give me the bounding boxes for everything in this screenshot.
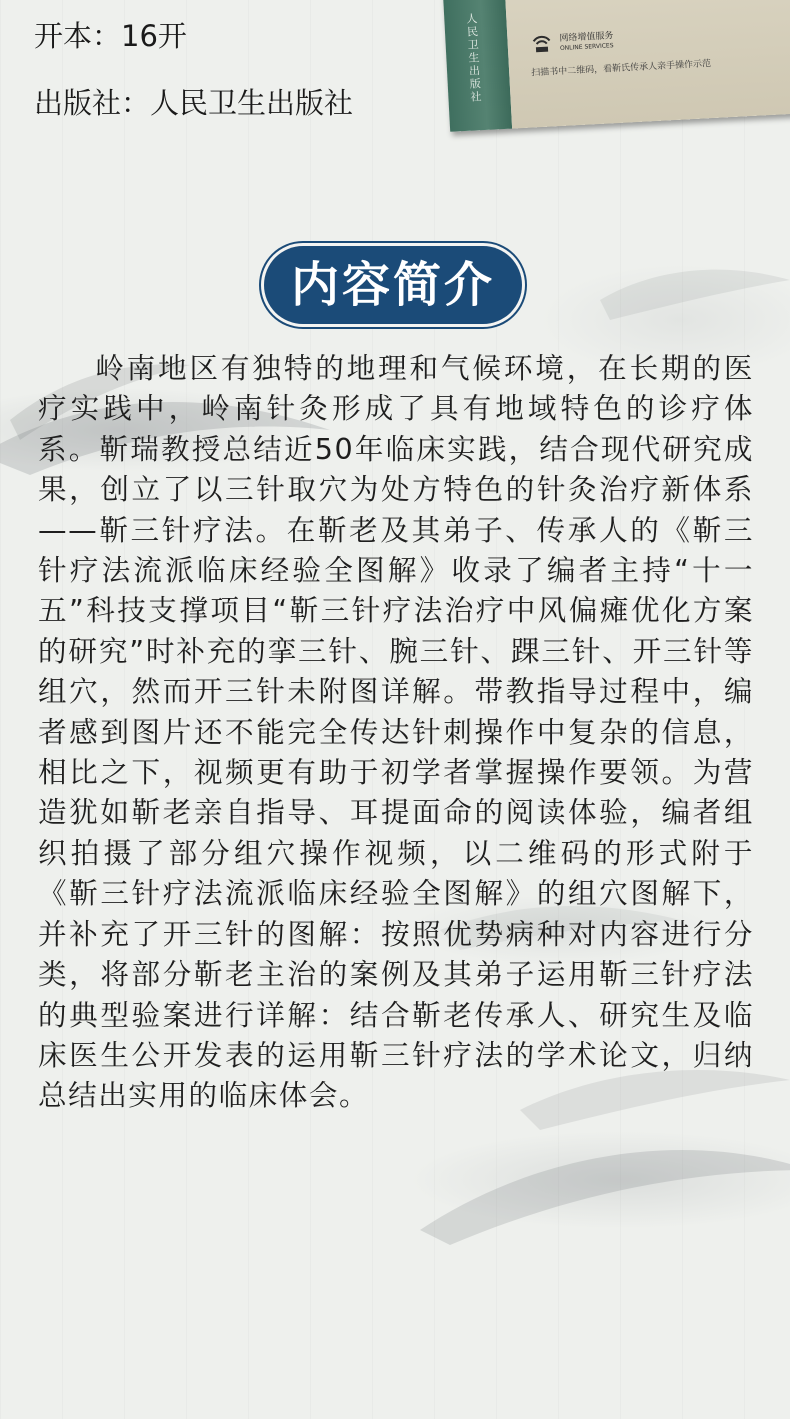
online-service-icon: [529, 32, 554, 53]
book-spine-text: 人民卫生出版社: [466, 12, 482, 104]
book-spine: [443, 0, 512, 132]
publisher-line: 出版社：人民卫生出版社: [34, 86, 354, 120]
online-service-label: [559, 31, 614, 54]
intro-paragraph: 岭南地区有独特的地理和气候环境，在长期的医疗实践中，岭南针灸形成了具有地域特色的诊疗体系。靳瑞教授总结近50年临床实践，结合现代研究成果，创立了以三针取穴为处方特色的针灸治疗新体系——靳三针疗法。在靳老及其弟子、传承人的《靳三针疗法流派临床经验全图解》收录了编者主持“十一五”科技支撑项目“靳三针疗法治疗中风偏瘫优化方案的研究”时补充的挛三针、腕三针、踝三针、开三针等组穴，然而开三针未附图详解。带教指导过程中，编者感到图片还不能完全传达针刺操作中复杂的信息，相比之下，视频更有助于初学者掌握操作要领。为营造犹如靳老亲自指导、耳提面命的阅读体验，编者组织拍摄了部分组穴操作视频，以二维码的形式附于《靳三针疗法流派临床经验全图解》的组穴图解下，并补充了开三针的图解：按照优势病种对内容进行分类，将部分靳老主治的案例及其弟子运用靳三针疗法的典型验案进行详解：结合靳老传承人、研究生及临床医生公开发表的运用靳三针疗法的学术论文，归纳总结出实用的临床体会。: [38, 351, 754, 1113]
online-service-title: 网络增值服务: [559, 31, 614, 44]
section-title: 内容简介: [290, 257, 495, 313]
format-size-line: 开本：16开: [34, 19, 187, 53]
online-service-subtitle: ONLINE SERVICES: [559, 42, 614, 52]
section-title-badge: [264, 246, 522, 324]
qr-scan-note: 扫描书中二维码，看靳氏传承人亲手操作示范: [531, 59, 712, 79]
book-cover-image: [443, 0, 790, 132]
book-cover-face: [505, 0, 790, 129]
